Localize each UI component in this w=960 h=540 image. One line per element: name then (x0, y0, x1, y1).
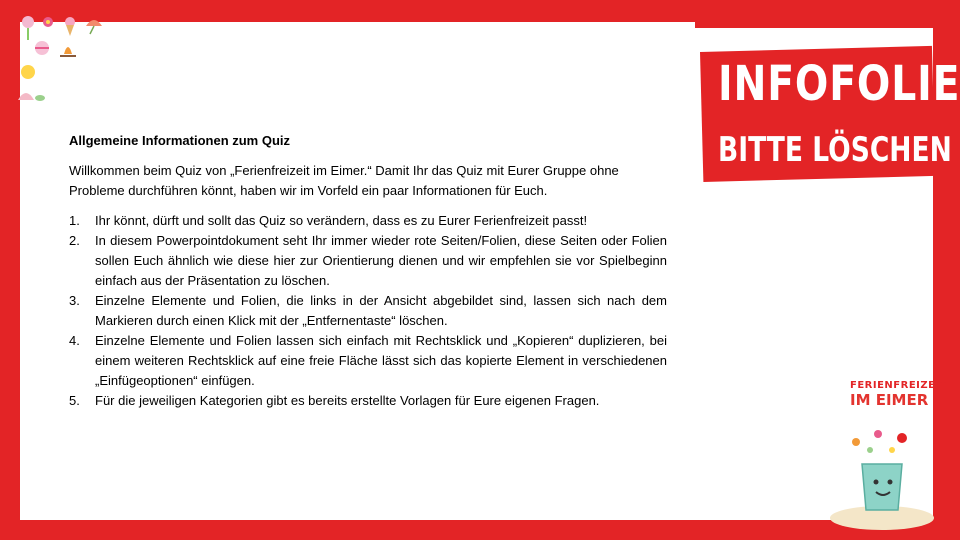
logo-line-1: FERIENFREIZEIT (850, 380, 947, 391)
list-text: In diesem Powerpointdokument seht Ihr immer wieder rote Seiten/Folien, diese Seiten oder Folien sollen Euch ähnlich wie diese hier zur Orientierung dienen und wir empfehlen sie vor Spielbeginn einfach aus der Präsentation zu löschen. (95, 233, 667, 288)
list-item (69, 211, 667, 231)
logo-line-2: IM EIMER (850, 391, 929, 409)
list-text: Einzelne Elemente und Folien lassen sich einfach mit Rechtsklick und „Kopieren“ duplizieren, bei einem weiteren Rechtsklick auf eine freie Fläche lässt sich das kopierte Element in verschiedenen „Einfügeoptionen“ einfügen. (95, 333, 667, 388)
list-number: 5. (69, 393, 80, 408)
list-item (69, 331, 667, 391)
intro-paragraph: Willkommen beim Quiz von „Ferienfreizeit im Eimer.“ Damit Ihr das Quiz mit Eurer Gruppe ohne Probleme durchführen könnt, haben wir im Vorfeld ein paar Informationen für Euch. (69, 163, 619, 198)
badge-title: INFOFOLIE (718, 56, 960, 112)
lollipop-icon (22, 16, 34, 40)
page-title: Allgemeine Informationen zum Quiz (69, 133, 291, 148)
leaf-icon (35, 95, 45, 101)
sun-icon (21, 65, 35, 79)
bucket-mascot-icon (826, 420, 936, 530)
list-number: 2. (69, 233, 80, 248)
campfire-icon (60, 47, 76, 56)
list-item (69, 391, 667, 411)
list-text: Für die jeweiligen Kategorien gibt es bereits erstellte Vorlagen für Eure eigenen Fragen. (95, 393, 600, 408)
info-content (69, 131, 667, 411)
list-number: 1. (69, 213, 80, 228)
bucket-icon (862, 464, 902, 510)
shell-icon (18, 93, 34, 100)
ferienfreizeit-logo (850, 380, 947, 409)
info-list (69, 211, 667, 411)
badge-subtitle: BITTE LÖSCHEN (718, 130, 952, 170)
list-number: 3. (69, 293, 80, 308)
umbrella-icon (86, 20, 102, 34)
list-item (69, 291, 667, 331)
flower-icon (43, 17, 53, 27)
decorative-summer-icons (0, 0, 110, 150)
list-text: Einzelne Elemente und Folien, die links in der Ansicht abgebildet sind, lassen sich nach dem Markieren durch einen Klick mit der „Entfernentaste“ löschen. (95, 293, 667, 328)
floating-items-icon (852, 430, 907, 453)
list-item (69, 231, 667, 291)
beach-ball-icon (35, 41, 49, 55)
list-text: Ihr könnt, dürft und sollt das Quiz so verändern, dass es zu Eurer Ferienfreizeit passt! (95, 213, 588, 228)
ice-cream-icon (65, 17, 75, 36)
list-number: 4. (69, 333, 80, 348)
